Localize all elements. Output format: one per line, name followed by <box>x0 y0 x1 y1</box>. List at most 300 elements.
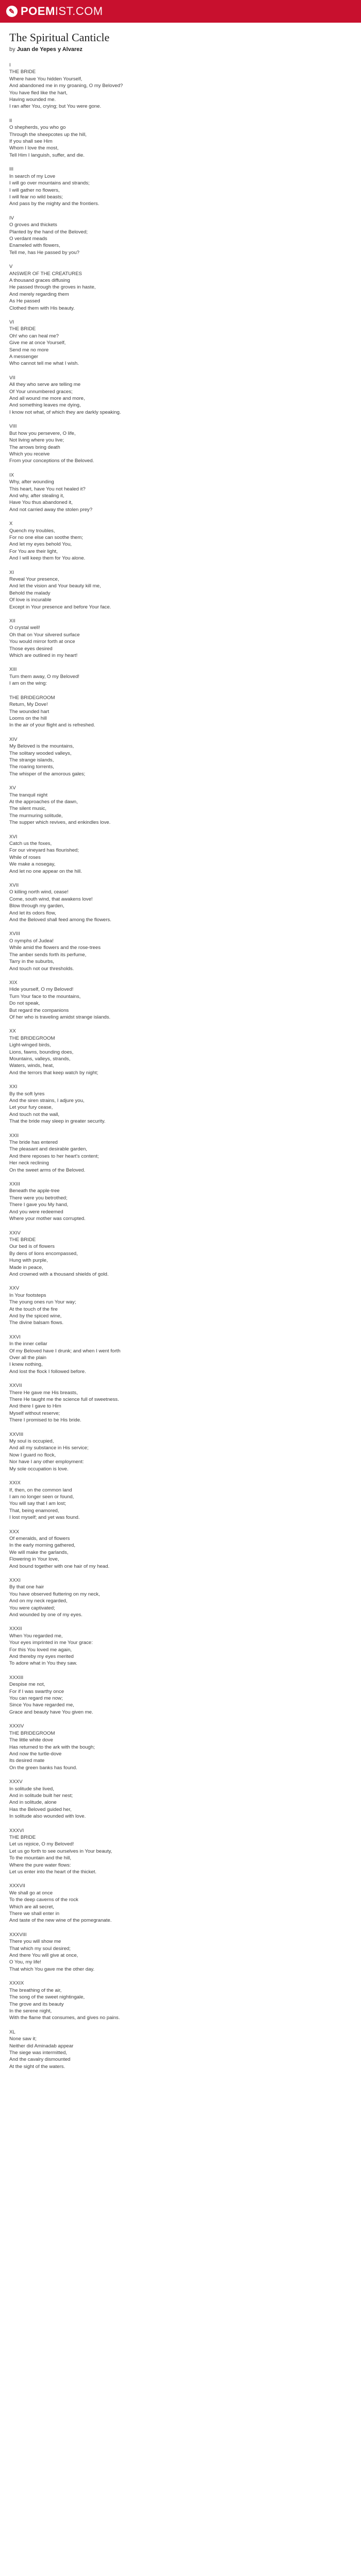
poem-line: Planted by the hand of the Beloved; <box>9 229 88 235</box>
stanza-number: II <box>9 117 12 124</box>
speaker-heading: ANSWER OF THE CREATURES <box>9 270 82 277</box>
poem-line: And the cavalry dismounted <box>9 2057 71 2063</box>
stanza-number: V <box>9 264 13 270</box>
poem-line: And all my substance in His service; <box>9 1445 89 1451</box>
poem-line: By the soft lyres <box>9 1091 45 1097</box>
speaker-heading: THE BRIDEGROOM <box>9 1730 55 1736</box>
poem-line: Grace and beauty have You given me. <box>9 1709 93 1715</box>
poem-line: Send me no more <box>9 347 49 353</box>
poem-line: The breathing of the air, <box>9 1987 62 1993</box>
poem-line: And on my neck regarded, <box>9 1598 68 1604</box>
stanza <box>9 694 352 729</box>
poem-line: That which my soul desired; <box>9 1945 71 1952</box>
poem-line: Have You thus abandoned it, <box>9 500 73 506</box>
poem-line: There He gave me His breasts, <box>9 1389 78 1396</box>
stanza <box>9 1827 352 1876</box>
poem-line: And there reposes to her heart's content; <box>9 1153 99 1159</box>
stanza <box>9 1285 352 1326</box>
poem-line: The wounded hart <box>9 708 50 715</box>
poem-line: He passed through the groves in haste, <box>9 284 96 291</box>
poem-line: To adore what in You they saw. <box>9 1660 77 1667</box>
author-name[interactable]: Juan de Yepes y Alvarez <box>17 46 83 53</box>
stanza-number: XIII <box>9 667 17 673</box>
poem-line: In the early morning gathered, <box>9 1543 75 1549</box>
poem-line: Its desired mate <box>9 1758 45 1764</box>
poem-line: The grove and its beauty <box>9 2001 64 2007</box>
stanza <box>9 930 352 972</box>
stanza-number: XXXIX <box>9 1980 24 1987</box>
poem-body <box>9 62 352 2070</box>
poem-line: O verdant meads <box>9 235 47 242</box>
poem-line: Of love is incurable <box>9 597 52 603</box>
poem-line: On the green banks has found. <box>9 1765 77 1771</box>
poem-line: A messenger <box>9 354 38 360</box>
poem-line: Behold the malady <box>9 590 51 596</box>
stanza <box>9 1132 352 1174</box>
poem-line: For You are their light, <box>9 548 58 554</box>
poem-line: And let the vision and Your beauty kill me, <box>9 583 101 589</box>
poem-line: But regard the companions <box>9 1007 69 1013</box>
poem-line: Clothed them with His beauty. <box>9 305 75 311</box>
poem-line: And abandoned me in my groaning, O my Beloved? <box>9 83 123 89</box>
poem-line: And lost the flock I followed before. <box>9 1368 86 1375</box>
stanza <box>9 1480 352 1521</box>
poem-line: Do not speak, <box>9 1001 40 1007</box>
poem-line: O groves and thickets <box>9 222 57 228</box>
poem-line: The arrows bring death <box>9 444 60 450</box>
speaker-heading: THE BRIDE <box>9 1236 36 1243</box>
speaker-heading: THE BRIDE <box>9 326 36 332</box>
poem-line: A thousand graces diffusing <box>9 277 70 283</box>
stanza-number: XIX <box>9 979 18 986</box>
poem-line: And wounded by one of my eyes. <box>9 1612 83 1618</box>
poem-line: With the flame that consumes, and gives no pains. <box>9 2015 120 2021</box>
stanza <box>9 1625 352 1667</box>
poem-line: Why, after wounding <box>9 479 54 485</box>
poem-line: Where your mother was corrupted. <box>9 1216 86 1222</box>
poem-line: Come, south wind, that awakens love! <box>9 896 93 902</box>
poem-title: The Spiritual Canticle <box>9 31 110 44</box>
poem-line: You have fled like the hart, <box>9 90 68 96</box>
poem-line: And thereby my eyes merited <box>9 1654 74 1660</box>
poem-line: At the sight of the waters. <box>9 2063 65 2070</box>
stanza-number: XXXIV <box>9 1723 24 1730</box>
poem-line: As He passed <box>9 298 40 304</box>
poem-line: Mountains, valleys, strands, <box>9 1056 71 1062</box>
poem-line: At the approaches of the dawn, <box>9 799 78 805</box>
byline <box>9 46 352 53</box>
stanza-number: XVI <box>9 834 18 840</box>
poem-line: Having wounded me. <box>9 97 56 103</box>
poem-line: To the deep caverns of the rock <box>9 1897 78 1903</box>
stanza <box>9 2029 352 2070</box>
poem-line: Tell Him I languish, suffer, and die. <box>9 152 85 158</box>
poem-line: While of roses <box>9 854 41 860</box>
speaker-heading: THE BRIDE <box>9 1834 36 1840</box>
stanza-number: IV <box>9 215 14 221</box>
poem-line: Beneath the apple-tree <box>9 1188 60 1194</box>
poem-line: There you will show me <box>9 1939 61 1945</box>
poem-line: My Beloved is the mountains, <box>9 743 74 750</box>
poem-line: The amber sends forth its perfume, <box>9 952 87 958</box>
stanza <box>9 618 352 659</box>
byline-prefix: by <box>9 46 15 53</box>
poem-line: The little white dove <box>9 1737 53 1743</box>
stanza-number: XXII <box>9 1132 19 1139</box>
poem-line: And touch not the wall, <box>9 1111 60 1117</box>
poem-line: In solitude also wounded with love. <box>9 1814 86 1820</box>
poem-line: My soul is occupied, <box>9 1438 54 1445</box>
poem-line: All they who serve are telling me <box>9 382 81 388</box>
poem-line: Oh that on Your silvered surface <box>9 632 80 638</box>
poem-line: The tranquil night <box>9 792 48 798</box>
poem-line: Who cannot tell me what I wish. <box>9 361 79 367</box>
logo-right: IST.COM <box>55 5 103 18</box>
poem-line: The pleasant and desirable garden, <box>9 1146 87 1153</box>
poem-line: The roaring torrents, <box>9 764 54 770</box>
stanza <box>9 1529 352 1570</box>
stanza <box>9 166 352 207</box>
stanza <box>9 1382 352 1423</box>
poem-line: And all wound me more and more, <box>9 396 85 402</box>
poem-line: Let us enter into the heart of the thicket. <box>9 1869 97 1875</box>
poem-line: I know not what, of which they are darkly speaking. <box>9 409 121 415</box>
poem-line: Which are all secret, <box>9 1904 54 1910</box>
stanza <box>9 882 352 923</box>
poem-line: For this You loved me again, <box>9 1647 72 1653</box>
poem-line: In Your footsteps <box>9 1292 46 1298</box>
poem-line: We shall go at once <box>9 1890 53 1896</box>
poem-line: Where have You hidden Yourself, <box>9 76 83 82</box>
poem-line: When You regarded me, <box>9 1633 63 1639</box>
poem-line: We will make the garlands, <box>9 1549 69 1555</box>
speaker-heading: THE BRIDEGROOM <box>9 1035 55 1041</box>
poem-line: If, then, on the common land <box>9 1487 72 1493</box>
poem-line: Which are outlined in my heart! <box>9 653 78 659</box>
poem-line: This heart, have You not healed it? <box>9 486 86 492</box>
stanza-number: VI <box>9 319 14 325</box>
stanza <box>9 319 352 367</box>
poem-line: I am no longer seen or found, <box>9 1494 74 1500</box>
poem-line: Let us go forth to see ourselves in Your beauty, <box>9 1848 112 1854</box>
poem-line: In search of my Love <box>9 173 56 179</box>
stanza-number: XVII <box>9 883 19 889</box>
poem-line: Flowering in Your love, <box>9 1556 59 1563</box>
poem-line: Of her who is traveling amidst strange islands. <box>9 1014 111 1020</box>
logo-left: POEM <box>21 5 55 18</box>
poem-line: Let your fury cease, <box>9 1105 53 1111</box>
poem-line: From your conceptions of the Beloved. <box>9 458 94 464</box>
poem-line: In the serene night, <box>9 2008 52 2014</box>
poem-line: Over all the plain <box>9 1355 46 1361</box>
poem-line: Has returned to the ark with the bough; <box>9 1744 95 1750</box>
stanza <box>9 1230 352 1278</box>
stanza-number: XVIII <box>9 931 20 937</box>
poem-line: O crystal well! <box>9 625 40 631</box>
poem-line: Where the pure water flows: <box>9 1862 71 1868</box>
stanza-number: XXXIII <box>9 1674 24 1681</box>
stanza-number: XII <box>9 618 15 624</box>
stanza-number: X <box>9 521 13 527</box>
poem-line: Quench my troubles, <box>9 528 55 534</box>
stanza <box>9 736 352 777</box>
poem-line: Turn Your face to the mountains, <box>9 993 81 999</box>
poem-line: The strange islands, <box>9 757 54 763</box>
poem-line: I am on the wing: <box>9 681 47 687</box>
stanza <box>9 1883 352 1924</box>
poem-line: Let us rejoice, O my Beloved! <box>9 1841 74 1848</box>
poem-line: And the terrors that keep watch by night; <box>9 1070 99 1076</box>
poem-line: The siege was intermitted, <box>9 2049 67 2056</box>
poem-line: Your eyes imprinted in me Your grace: <box>9 1640 93 1646</box>
poem-line: But how you persevere, O life, <box>9 430 76 436</box>
stanza-number: XXX <box>9 1529 20 1535</box>
stanza <box>9 569 352 611</box>
stanza <box>9 1181 352 1222</box>
stanza-number: XXVI <box>9 1334 21 1340</box>
stanza <box>9 1028 352 1076</box>
poem-line: By that one hair <box>9 1584 44 1590</box>
speaker-heading: THE BRIDE <box>9 69 36 75</box>
poem-line: O You, my life! <box>9 1959 41 1965</box>
poem-line: I knew nothing, <box>9 1362 43 1368</box>
poem-line: And something leaves me dying, <box>9 402 81 409</box>
poem-line: Nor have I any other employment: <box>9 1459 84 1465</box>
poem-line: At the touch of the fire <box>9 1306 58 1312</box>
stanza-number: XXXVI <box>9 1827 24 1834</box>
poem-line: Of emeralds, and of flowers <box>9 1535 70 1541</box>
poem-line: Myself without reserve; <box>9 1410 60 1416</box>
stanza <box>9 472 352 513</box>
poem-line: Not living where you live; <box>9 437 64 444</box>
stanza <box>9 1431 352 1472</box>
poem-line: The bride has entered <box>9 1140 58 1146</box>
stanza-number: XXXVII <box>9 1883 25 1889</box>
poem-line: That, being enamored, <box>9 1507 59 1514</box>
poem-line: And by the spiced wine, <box>9 1313 62 1319</box>
stanza-number: XI <box>9 569 14 575</box>
poem-line: Her neck reclining <box>9 1160 49 1166</box>
poem-line: O killing north wind, cease! <box>9 889 69 895</box>
poem-line: Our bed is of flowers <box>9 1244 55 1250</box>
poem-line: Enameled with flowers, <box>9 243 60 249</box>
poem-line: And in solitude, alone <box>9 1800 57 1806</box>
poem-line: Oh! who can heal me? <box>9 333 59 339</box>
poem-line: And I will keep them for You alone. <box>9 555 86 562</box>
poem-line: In solitude she lived, <box>9 1786 54 1792</box>
poem-line: And touch not our thresholds. <box>9 965 74 972</box>
stanza <box>9 834 352 875</box>
poem-line: Made in peace, <box>9 1264 43 1270</box>
poem-line: Neither did Aminadab appear <box>9 2043 74 2049</box>
poem-line: By dens of lions encompassed, <box>9 1250 78 1257</box>
poem-line: You can regard me now; <box>9 1696 63 1702</box>
stanza <box>9 1674 352 1716</box>
stanza-number: XXXVIII <box>9 1931 27 1938</box>
stanza <box>9 1577 352 1618</box>
poem-line: The whisper of the amorous gales; <box>9 771 86 777</box>
poem-line: Despise me not, <box>9 1682 45 1688</box>
poem-line: And there I gave to Him <box>9 1403 61 1410</box>
stanza-number: XXXV <box>9 1779 23 1785</box>
stanza-number: VIII <box>9 423 17 430</box>
stanza-number: VII <box>9 375 15 381</box>
poem-line: I will go over mountains and strands; <box>9 180 90 187</box>
stanza <box>9 423 352 464</box>
stanza <box>9 520 352 562</box>
poem-line: You were captivated; <box>9 1605 55 1611</box>
poem-line: I ran after You, crying; but You were gone. <box>9 104 102 110</box>
poem-line: Reveal Your presence, <box>9 577 59 582</box>
poem-line: And there You will give at once, <box>9 1953 78 1959</box>
poem-line: Tarry in the suburbs, <box>9 959 54 965</box>
poem-line: And crowned with a thousand shields of gold. <box>9 1271 109 1277</box>
poem-line: O shepherds, you who go <box>9 125 66 131</box>
poem-line: For if I was swarthy once <box>9 1688 64 1694</box>
poem-line: The supper which revives, and enkindles love. <box>9 820 111 826</box>
stanza <box>9 785 352 826</box>
stanza <box>9 979 352 1021</box>
poem-line: To the mountain and the hill, <box>9 1855 72 1861</box>
stanza <box>9 666 352 687</box>
stanza <box>9 1723 352 1771</box>
stanza-number: XXXI <box>9 1577 21 1583</box>
poem-line: Through the sheepcotes up the hill, <box>9 131 87 138</box>
poem-line: Has the Beloved guided her, <box>9 1806 72 1812</box>
poem-line: Return, My Dove! <box>9 702 48 708</box>
site-header <box>0 0 361 23</box>
poem-line: There we shall enter in <box>9 1911 60 1917</box>
poem-line: I will gather no flowers, <box>9 187 60 193</box>
poem-line: Waters, winds, heat, <box>9 1063 54 1069</box>
stanza <box>9 215 352 256</box>
poem-line: And let its odors flow, <box>9 910 56 916</box>
stanza-number: XIV <box>9 736 18 742</box>
poem-line: And let my eyes behold You, <box>9 541 72 548</box>
stanza-number: XXV <box>9 1285 20 1292</box>
stanza-number: I <box>9 62 11 68</box>
poem-line: Hide yourself, O my Beloved! <box>9 987 74 993</box>
poem-line: The silent music, <box>9 806 46 812</box>
poem-line: Which you receive <box>9 451 50 457</box>
stanza <box>9 1334 352 1375</box>
stanza <box>9 375 352 416</box>
poem-line: In the air of your flight and is refreshed. <box>9 722 95 728</box>
poem-line: On the sweet arms of the Beloved. <box>9 1167 86 1173</box>
stanza <box>9 1980 352 2021</box>
poem-line: For no one else can soothe them; <box>9 534 83 540</box>
poem-line: The solitary wooded valleys, <box>9 750 72 756</box>
poem-line: And why, after stealing it, <box>9 493 64 499</box>
poem-line: You have observed fluttering on my neck, <box>9 1591 100 1597</box>
poem-line: There were you betrothed; <box>9 1195 68 1201</box>
poem-line: You will say that I am lost; <box>9 1501 67 1507</box>
poem-line: And taste of the new wine of the pomegranate. <box>9 1918 112 1924</box>
poem-line: And let no one appear on the hill. <box>9 868 82 874</box>
poem-line: Of Your unnumbered graces; <box>9 388 73 395</box>
poem-line: And not carried away the stolen prey? <box>9 506 93 513</box>
poem-line: While amid the flowers and the rose-trees <box>9 945 101 951</box>
poem-line: And bound together with one hair of my head. <box>9 1563 110 1569</box>
poem-line: Since You have regarded me, <box>9 1702 74 1708</box>
poem-line: Tell me, has He passed by you? <box>9 249 79 256</box>
poem-line: In the inner cellar <box>9 1341 47 1347</box>
stanza-number: XX <box>9 1028 16 1035</box>
poem-line: And the siren strains, I adjure you, <box>9 1098 85 1104</box>
poem-line: My sole occupation is love. <box>9 1466 69 1472</box>
poem-line: Catch us the foxes, <box>9 841 52 846</box>
poem-line: And you were redeemed <box>9 1209 63 1215</box>
poem-line: There He taught me the science full of sweetness. <box>9 1397 119 1403</box>
stanza-number: XXIV <box>9 1230 21 1236</box>
poem-line: And in solitude built her nest; <box>9 1792 73 1799</box>
stanza-number: III <box>9 166 13 173</box>
quill-icon: ✎ <box>6 6 18 17</box>
stanza-number: XXIX <box>9 1480 21 1486</box>
poem-line: None saw it; <box>9 2036 37 2042</box>
poem-line: There I gave you My hand, <box>9 1202 69 1208</box>
stanza-number: IX <box>9 472 14 478</box>
poem-content <box>0 23 361 2070</box>
poem-line: And the Beloved shall feed among the flowers. <box>9 917 111 923</box>
poem-line: That the bride may sleep in greater security. <box>9 1118 106 1125</box>
poem-line: Give me at once Yourself, <box>9 340 66 346</box>
poem-line: The divine balsam flows. <box>9 1320 64 1326</box>
stanza <box>9 263 352 312</box>
poem-line: The murmuring solitude, <box>9 812 63 819</box>
stanza-number: XXXII <box>9 1626 22 1632</box>
stanza-number: XXIII <box>9 1181 20 1188</box>
poem-line: Now I guard no flock, <box>9 1452 56 1458</box>
poem-line: Of my Beloved have I drunk; and when I went forth <box>9 1348 121 1354</box>
poem-line: You would mirror forth at once <box>9 639 75 645</box>
poem-line: And now the turtle-dove <box>9 1751 62 1757</box>
stanza-number: XV <box>9 785 16 791</box>
poem-line: There I promised to be His bride. <box>9 1417 81 1423</box>
site-logo[interactable] <box>6 5 103 18</box>
poem-line: O nymphs of Judea! <box>9 938 54 944</box>
poem-line: Hung with purple, <box>9 1258 48 1264</box>
poem-line: Turn them away, O my Beloved! <box>9 673 79 680</box>
stanza-number: XXVIII <box>9 1431 24 1437</box>
stanza <box>9 1083 352 1125</box>
poem-line: We make a nosegay, <box>9 861 56 868</box>
speaker-heading: THE BRIDEGROOM <box>9 694 55 701</box>
poem-line: Except in Your presence and before Your face. <box>9 604 111 610</box>
stanza-number: XL <box>9 2029 15 2035</box>
stanza <box>9 1931 352 1973</box>
stanza <box>9 117 352 159</box>
stanza <box>9 62 352 110</box>
stanza-number: XXVII <box>9 1383 22 1389</box>
poem-line: Looms on the hill <box>9 715 47 721</box>
poem-line: For our vineyard has flourished; <box>9 848 79 854</box>
poem-line: Lions, fawns, bounding does, <box>9 1049 74 1055</box>
poem-line: The young ones run Your way; <box>9 1299 76 1306</box>
poem-line: That which You gave me the other day. <box>9 1966 95 1972</box>
stanza <box>9 1778 352 1820</box>
poem-line: If you shall see Him <box>9 139 53 145</box>
poem-line: Light-winged birds, <box>9 1042 51 1048</box>
poem-line: Blow through my garden, <box>9 903 64 909</box>
poem-line: The song of the sweet nightingale, <box>9 1994 85 2001</box>
poem-line: Those eyes desired <box>9 646 53 652</box>
poem-line: And pass by the mighty and the frontiers. <box>9 201 100 207</box>
poem-line: I will fear no wild beasts; <box>9 194 63 200</box>
poem-line: Whom I love the most, <box>9 145 59 151</box>
poem-line: And merely regarding them <box>9 291 69 297</box>
poem-line: I lost myself; and yet was found. <box>9 1515 80 1521</box>
